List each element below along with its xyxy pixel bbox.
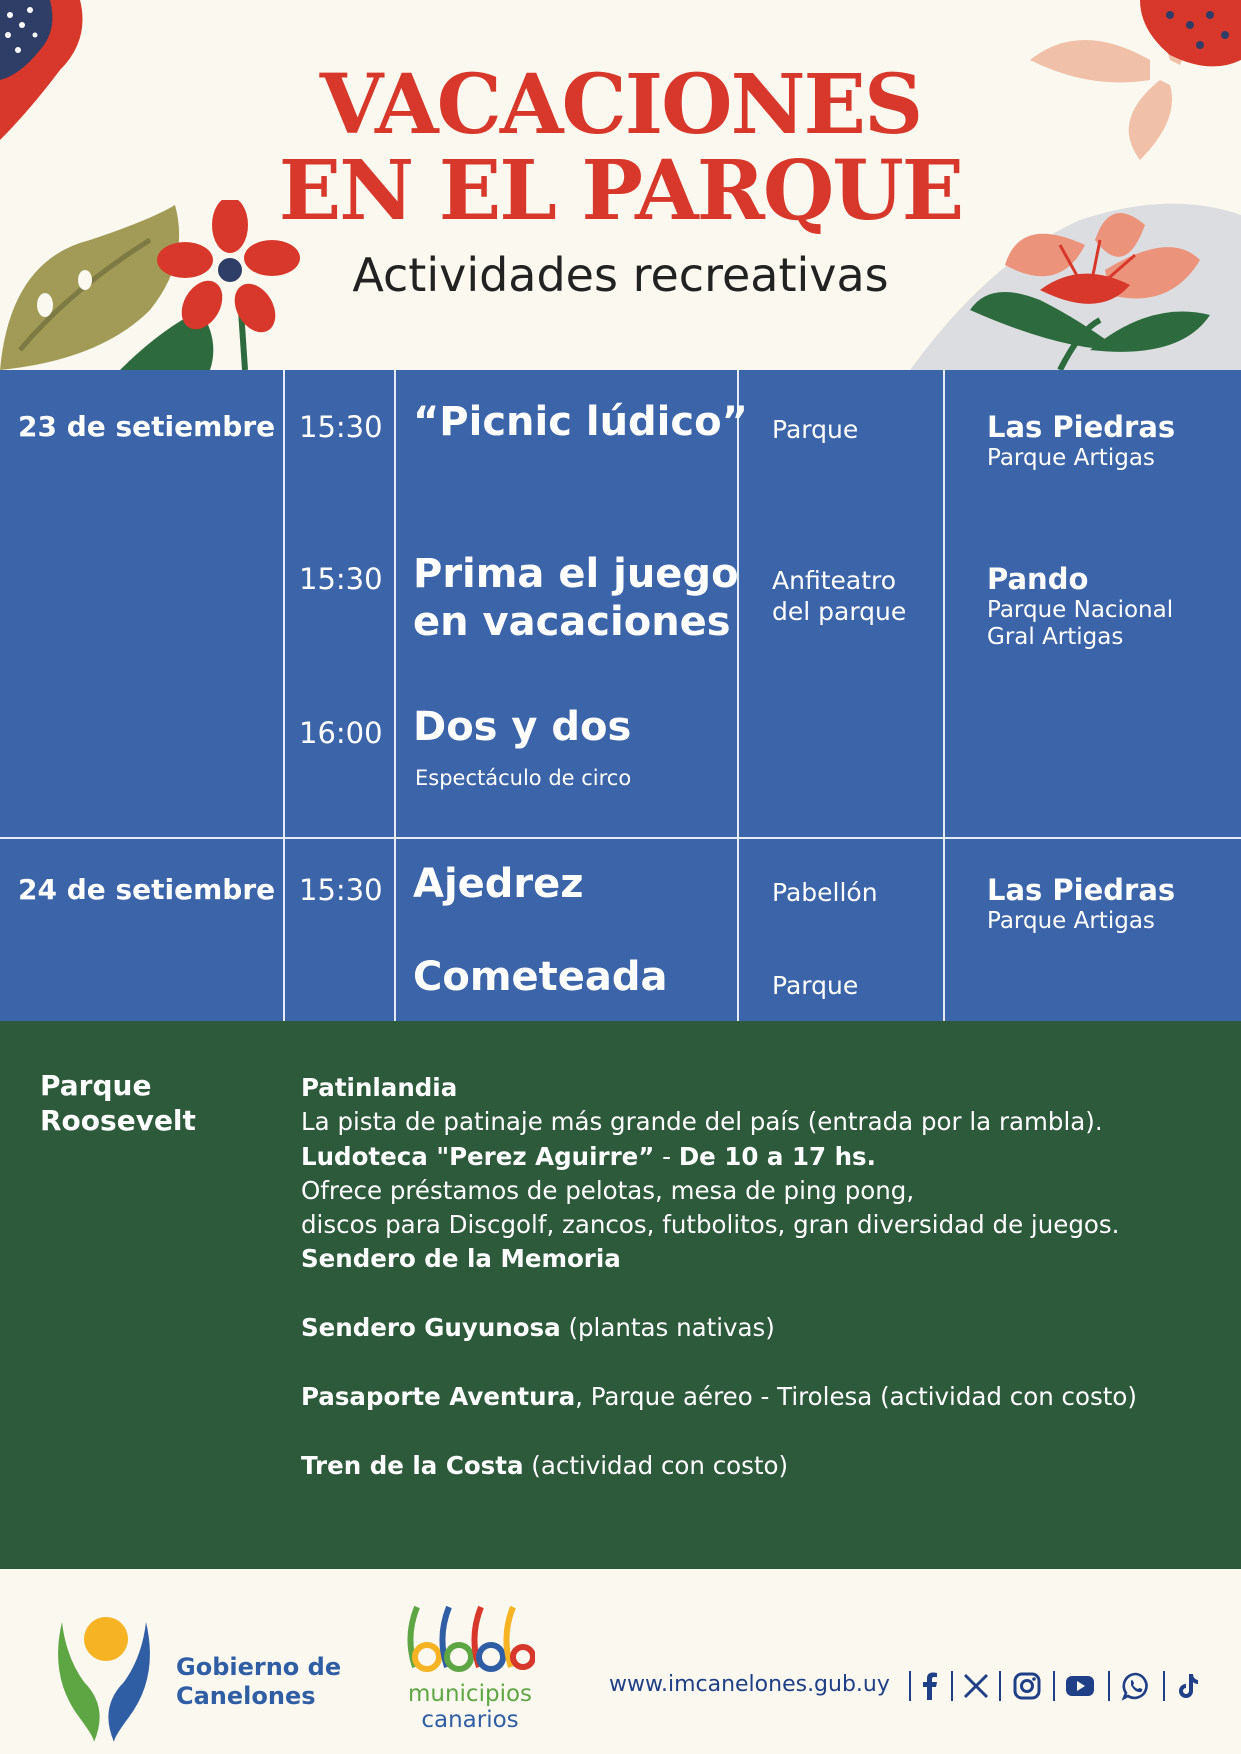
ludoteca-desc1: Ofrece préstamos de pelotas, mesa de ping pong, [301,1176,915,1205]
activity-dosydos-subtitle: Espectáculo de circo [415,766,632,790]
place-prima-line2: del parque [772,597,907,626]
youtube-icon[interactable] [1064,1670,1096,1702]
park-info-section [0,1021,1241,1569]
row-divider [0,837,1241,839]
tren-note: (actividad con costo) [523,1451,789,1480]
sendero-memoria-text: Sendero de la Memoria [301,1244,621,1273]
column-divider [283,370,285,1021]
gobierno-canelones-label [176,1653,341,1711]
municipios-line2: canarios [421,1707,519,1733]
whatsapp-icon[interactable] [1120,1670,1152,1702]
pasaporte-aventura [301,1382,1137,1411]
tiktok-icon[interactable] [1172,1670,1204,1702]
place-picnic: Parque [772,415,859,444]
place-cometeada: Parque [772,971,859,1000]
activity-prima [413,550,739,646]
sendero-memoria [301,1244,621,1273]
instagram-icon[interactable] [1011,1670,1043,1702]
ludoteca-title-text: Ludoteca "Perez Aguirre” [301,1142,655,1171]
patinlandia-desc: La pista de patinaje más grande del país (entrada por la rambla). [301,1107,1103,1136]
ludoteca-title [301,1142,876,1171]
title-line2: EN EL PARQUE [278,143,963,239]
park-location-line2: Roosevelt [40,1104,196,1137]
tren-title: Tren de la Costa [301,1451,524,1480]
website-link[interactable]: www.imcanelones.gub.uy [609,1672,890,1697]
facebook-icon[interactable] [914,1670,946,1702]
time-prima: 15:30 [299,562,383,596]
guyunosa-title: Sendero Guyunosa [301,1313,561,1342]
separator [1053,1671,1055,1701]
activity-prima-line2: en vacaciones [413,599,731,645]
time-picnic: 15:30 [299,410,383,444]
footer [0,1569,1241,1754]
subtitle: Actividades recreativas [352,248,889,302]
municipios-canarios-logo-icon [405,1597,535,1682]
gobierno-line2: Canelones [176,1682,316,1710]
column-divider [737,370,739,1021]
activity-ajedrez: Ajedrez [413,861,584,907]
date-day2: 24 de setiembre [18,873,276,906]
column-divider [394,370,396,1021]
separator [951,1671,953,1701]
separator [1163,1671,1165,1701]
park-picnic: Parque Artigas [987,445,1155,471]
guyunosa-note: (plantas nativas) [560,1313,775,1342]
tren-costa [301,1451,788,1480]
park-location-line1: Parque [40,1069,152,1102]
pasaporte-note: , Parque aéreo - Tirolesa (actividad con costo) [575,1382,1137,1411]
date-day1: 23 de setiembre [18,410,276,443]
ludoteca-dash: - [654,1142,679,1171]
municipios-line1: municipios [407,1681,533,1707]
park-ajedrez: Parque Artigas [987,908,1155,934]
place-prima [772,565,906,627]
header [0,0,1241,370]
pasaporte-title: Pasaporte Aventura [301,1382,576,1411]
park-pando [987,597,1173,651]
schedule-table [0,370,1241,1021]
time-dosydos: 16:00 [299,716,383,750]
time-ajedrez: 15:30 [299,873,383,907]
gobierno-canelones-logo-icon [54,1607,154,1747]
city-pando: Pando [987,562,1089,596]
ludoteca-hours: De 10 a 17 hs. [678,1142,876,1171]
city-picnic: Las Piedras [987,410,1176,444]
gobierno-line1: Gobierno de [176,1653,342,1681]
park-location [40,1068,270,1138]
title-line1: VACACIONES [319,57,922,153]
activity-picnic: “Picnic lúdico” [413,399,748,445]
separator [909,1671,911,1701]
patinlandia-title [301,1073,457,1102]
activity-dosydos: Dos y dos [413,704,632,750]
place-ajedrez: Pabellón [772,878,878,907]
activity-cometeada: Cometeada [413,954,668,1000]
park-pando-line1: Parque Nacional [987,597,1174,623]
separator [1108,1671,1110,1701]
x-icon[interactable] [960,1670,992,1702]
column-divider [943,370,945,1021]
sendero-guyunosa [301,1313,775,1342]
municipios-canarios-label [400,1681,540,1733]
city-ajedrez: Las Piedras [987,873,1176,907]
separator [999,1671,1001,1701]
patinlandia-title-text: Patinlandia [301,1073,458,1102]
park-pando-line2: Gral Artigas [987,624,1124,650]
place-prima-line1: Anfiteatro [772,566,897,595]
ludoteca-desc2: discos para Discgolf, zancos, futbolitos, gran diversidad de juegos. [301,1210,1120,1239]
activity-prima-line1: Prima el juego [413,551,739,597]
